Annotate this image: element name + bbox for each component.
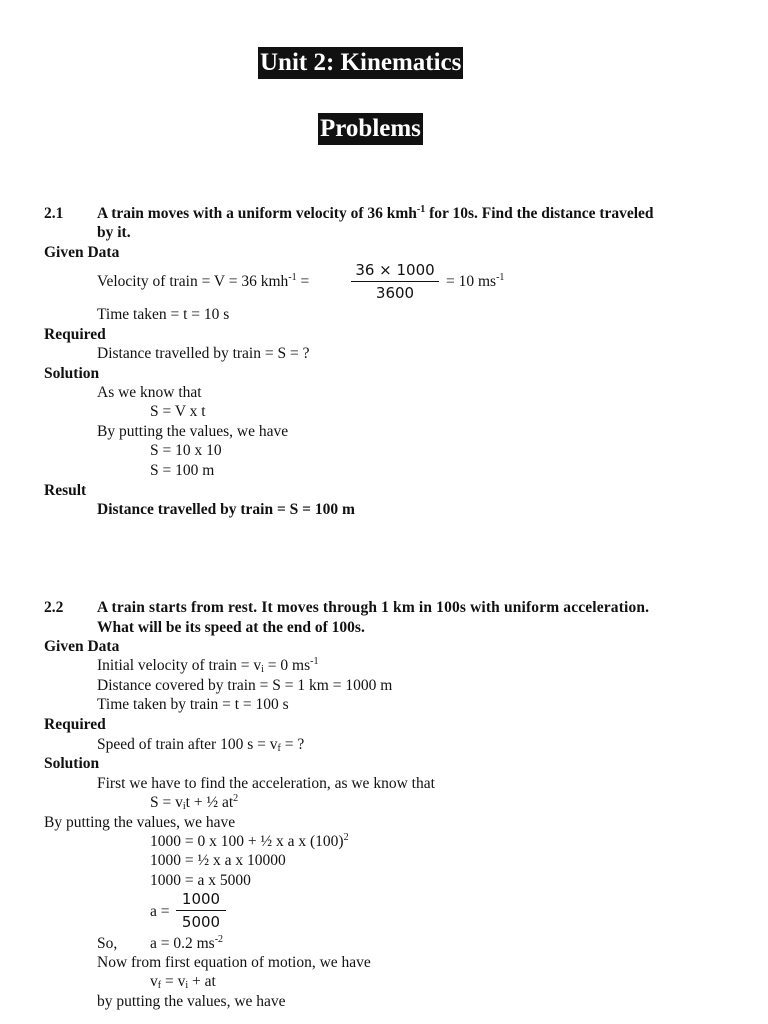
problem-question-line: A train moves with a uniform velocity of 36 kmh$^{-1}$ for 10s. Find the distance traveled bbox=[97, 204, 654, 222]
solution-equation: $v_f = v_i$ + at bbox=[150, 973, 216, 991]
section-heading-required: Required bbox=[44, 326, 106, 343]
given-line: Distance covered by train = S = 1 km = 1000 m bbox=[97, 677, 393, 694]
solution-equation: S = V x t bbox=[150, 403, 206, 420]
solution-label: So, bbox=[97, 935, 118, 952]
problem-question-line: by it. bbox=[97, 224, 131, 241]
fraction-denominator: 3600 bbox=[375, 284, 415, 302]
problem-number: 2.1 bbox=[44, 205, 64, 222]
solution-line: By putting the values, we have bbox=[44, 814, 236, 831]
solution-equation: 1000 = a x 5000 bbox=[150, 872, 251, 889]
fraction-bar bbox=[351, 281, 439, 282]
velocity-result: = 10 $ms^{-1}$ bbox=[446, 272, 505, 290]
solution-equation: S = 10 x 10 bbox=[150, 442, 222, 459]
problem-number: 2.2 bbox=[44, 599, 64, 616]
section-heading-result: Result bbox=[44, 482, 87, 499]
section-heading-given: Given Data bbox=[44, 244, 120, 261]
problem-question-line: What will be its speed at the end of 100s. bbox=[97, 619, 365, 636]
section-heading-required: Required bbox=[44, 716, 106, 733]
solution-equation: 1000 = 0 x 100 + ½ x a x $(100)^2$ bbox=[150, 832, 349, 850]
given-line: Initial velocity of train = $v_i = 0$ $ms^{-1}$ bbox=[97, 656, 319, 675]
problem-question-line: A train starts from rest. It moves through 1 km in 100s with uniform acceleration. bbox=[97, 599, 650, 616]
section-heading-solution: Solution bbox=[44, 365, 100, 382]
fraction-bar bbox=[176, 910, 226, 911]
unit-title: Unit 2: Kinematics bbox=[258, 47, 463, 79]
section-title: Problems bbox=[318, 113, 423, 145]
solution-equation: a = 0.2 $ms^{-2}$ bbox=[150, 934, 224, 952]
given-line: Time taken by train = t = 100 s bbox=[97, 696, 289, 713]
velocity-line: Velocity of train = V = 36 kmh$^{-1}$ = bbox=[97, 272, 310, 290]
solution-equation: 1000 = ½ x a x 10000 bbox=[150, 852, 286, 869]
solution-line: By putting the values, we have bbox=[97, 423, 289, 440]
solution-line: Now from first equation of motion, we have bbox=[97, 954, 371, 971]
solution-line: As we know that bbox=[97, 384, 202, 401]
solution-line: by putting the values, we have bbox=[97, 993, 286, 1010]
fraction-numerator: 1000 bbox=[181, 890, 221, 908]
fraction-numerator: 36 × 1000 bbox=[355, 261, 435, 279]
required-line: Distance travelled by train = S = ? bbox=[97, 345, 310, 362]
given-line: Time taken = t = 10 s bbox=[97, 306, 230, 323]
solution-equation: S = 100 m bbox=[150, 462, 215, 479]
result-line: Distance travelled by train = S = 100 m bbox=[97, 501, 355, 518]
velocity-fraction bbox=[351, 263, 439, 301]
required-line: Speed of train after 100 $s = v_f$ = ? bbox=[97, 736, 305, 754]
solution-line: First we have to find the acceleration, as we know that bbox=[97, 775, 435, 792]
section-heading-solution: Solution bbox=[44, 755, 100, 772]
acceleration-fraction bbox=[176, 892, 226, 930]
fraction-denominator: 5000 bbox=[181, 913, 221, 931]
solution-equation: $S = v_it$ + ½ $at^2$ bbox=[150, 793, 239, 812]
solution-equation: a = bbox=[150, 903, 170, 920]
section-heading-given: Given Data bbox=[44, 638, 120, 655]
